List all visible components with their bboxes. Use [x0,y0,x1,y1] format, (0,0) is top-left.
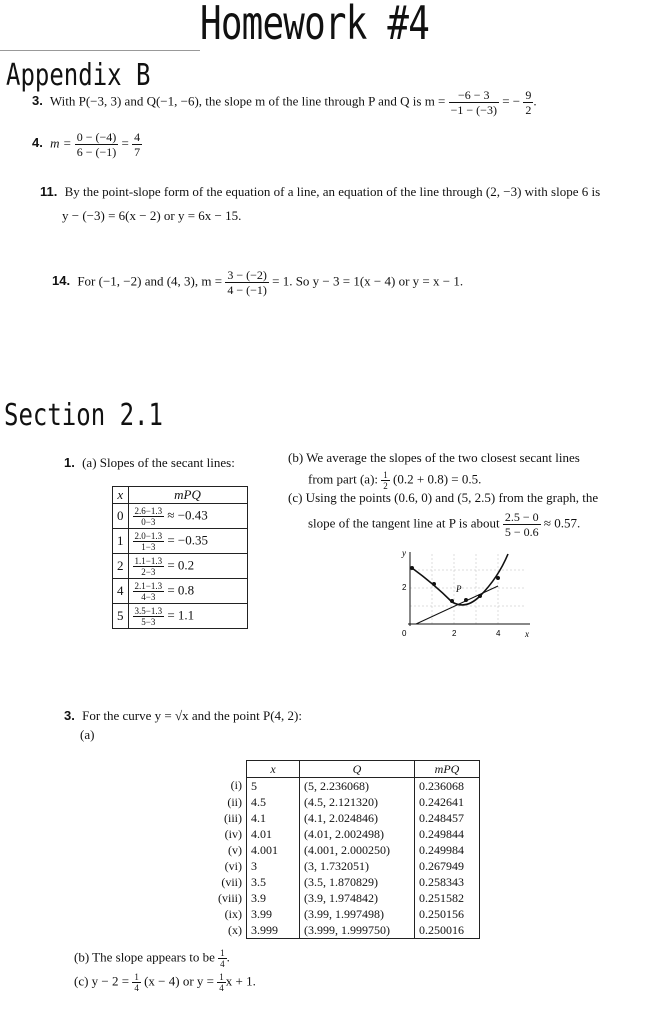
problem-number: 3. [32,93,43,109]
table-row: (ii) 4.5 (4.5, 2.121320) 0.242641 [214,794,480,810]
appendix-problem-3: 3. With P(−3, 3) and Q(−1, −6), the slope m of the line through P and Q is m = $\frac{-6 - 3}{-1 - (-3)}$ = − $\frac{9}{2}$ . [32,88,537,117]
appendix-problem-11-line2: y − (−3) = 6(x − 2) or y = 6x − 15. [62,208,242,223]
section-problem-1a: 1. (a) Slopes of the secant lines: [64,455,235,470]
graph-grid [410,554,524,624]
section-problem-1c-line1: (c) Using the points (0.6, 0) and (5, 2.5) from the graph, the [288,490,599,505]
table-row: (ix) 3.99 (3.99, 1.997498) 0.250156 [214,906,480,922]
table-row: (vii) 3.5 (3.5, 1.870829) 0.258343 [214,874,480,890]
graph-point-label: P [456,584,462,594]
appendix-problem-4: 4. m = $\frac{0 - (-4)}{6 - (-1)}$ = $\frac{4}{7}$ [32,130,141,159]
appendix-problem-14: 14. For (−1, −2) and (4, 3), m = $\frac{3 - (-2)}{4 - (-1)}$ = 1. So y − 3 = 1(x − 4) or y = x − 1. [52,268,464,297]
section-heading: Section 2.1 [4,398,163,433]
table-row: 0 $\frac{2.6-1.3}{0-3}$ ≈ −0.43 [113,504,248,529]
section-problem-3: 3. For the curve y = √x and the point P(4, 2): [64,708,302,723]
table-row: (iii) 4.1 (4.1, 2.024846) 0.248457 [214,810,480,826]
section-problem-1b-line2: from part (a): $\frac{1}{2}$ (0.2 + 0.8) = 0.5. [308,470,482,491]
col-header-x: x [113,487,129,504]
problem-text: With P(−3, 3) and Q(−1, −6), the slope m of the line through P and Q is m = [49,93,446,109]
table-row: (i) 5 (5, 2.236068) 0.236068 [214,778,480,795]
graph-x-label: x [525,629,529,639]
curve [412,554,508,605]
section-problem-1b-line1: (b) We average the slopes of the two closest secant lines [288,450,580,465]
section-problem-3c: (c) y − 2 = $\frac{1}{4}$ (x − 4) or y = $\frac{1}{4}$ x + 1. [74,972,256,993]
graph-tick-origin: 0 [402,629,407,638]
appendix-problem-11: 11. By the point-slope form of the equation of a line, an equation of the line through (2, −3) with slope 6 is [40,184,601,199]
title-rule [0,50,200,51]
graph-tick-2: 2 [452,629,457,638]
table-row: (iv) 4.01 (4.01, 2.002498) 0.249844 [214,826,480,842]
page-title: Homework #4 [200,0,430,50]
table-row: 5 $\frac{3.5-1.3}{5-3}$ = 1.1 [113,604,248,629]
graph-tick-y: 2 [402,583,407,592]
sqrt-secant-table: x Q mPQ (i) 5 (5, 2.236068) 0.236068 (ii) 4.5 (4.5, 2.121320) 0.242641 (iii) 4.1 (4.1, 2.024846) 0.248457 (iv) 4.01 (4.01, 2.002498) 0.249844 (v) 4.001 (4.001, 2.000250) 0.249984 (vi) 3 (3, 1.732051) 0.267949 (vii) 3.5 (3.5, 1.870829) 0.258343 (viii) 3.9 (3.9, 1.974842) 0.251582 (ix) 3.99 (3.99, 1.997498) 0.250156 (x) 3.999 (3.999, 1.999750) 0.250016 [214,760,480,939]
table-row: (x) 3.999 (3.999, 1.999750) 0.250016 [214,922,480,939]
fraction: $\frac{-6 - 3}{-1 - (-3)}$ [450,88,497,117]
graph-tick-4: 4 [496,629,501,638]
graph-y-label: y [402,548,406,558]
table-row: 1 $\frac{2.0-1.3}{1-3}$ = −0.35 [113,529,248,554]
table-row: 2 $\frac{1.1-1.3}{2-3}$ = 0.2 [113,554,248,579]
table-row: (viii) 3.9 (3.9, 1.974842) 0.251582 [214,890,480,906]
curve-points [410,566,500,603]
col-header-mpq: mPQ [128,487,247,504]
section-problem-3a-label: (a) [80,727,95,742]
tangent-graph [394,544,544,644]
section-problem-1c-line2: slope of the tangent line at P is about $\frac{2.5 - 0}{5 - 0.6}$ ≈ 0.57. [308,510,581,539]
table-row: (vi) 3 (3, 1.732051) 0.267949 [214,858,480,874]
table-row: (v) 4.001 (4.001, 2.000250) 0.249984 [214,842,480,858]
table-row: 4 $\frac{2.1-1.3}{4-3}$ = 0.8 [113,579,248,604]
section-problem-3b: (b) The slope appears to be $\frac{1}{4}$ . [74,948,230,969]
secant-slope-table [112,486,248,629]
appendix-heading: Appendix B [6,58,151,93]
